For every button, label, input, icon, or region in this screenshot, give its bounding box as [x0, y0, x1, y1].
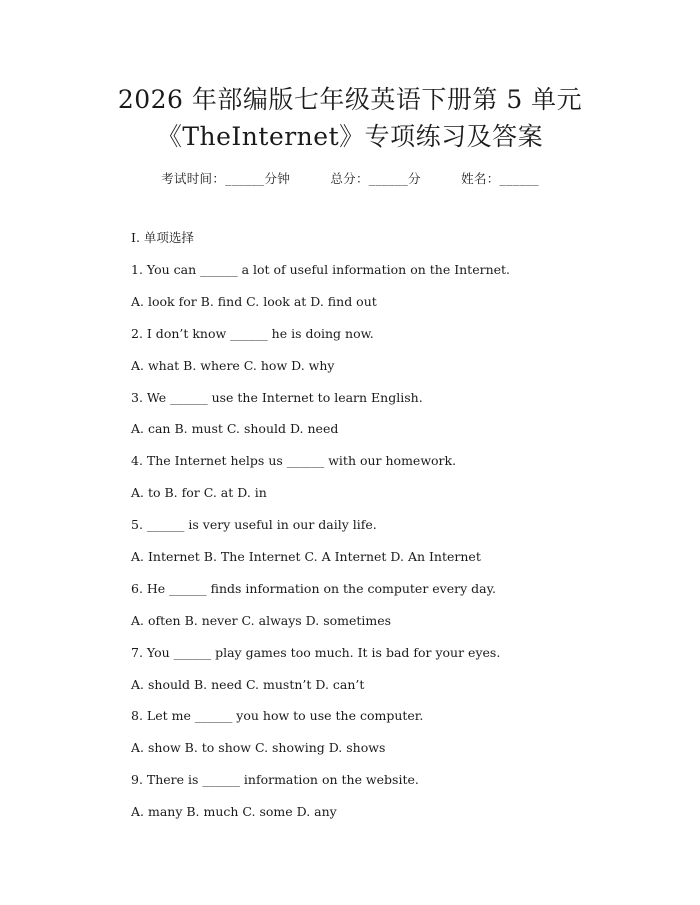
options-5: A. Internet B. The Internet C. A Internet D. An Internet [131, 549, 481, 565]
question-9: 9. There is ______ information on the website. [131, 772, 419, 788]
exam-score: 总分：______分 [330, 171, 421, 186]
question-1: 1. You can ______ a lot of useful information on the Internet. [131, 262, 511, 277]
question-list [131, 228, 651, 834]
question-4: 4. The Internet helps us ______ with our homework. [131, 453, 457, 469]
options-9: A. many B. much C. some D. any [131, 804, 337, 820]
options-2: A. what B. where C. how D. why [131, 357, 335, 373]
question-2: 2. I don’t know ______ he is doing now. [131, 325, 374, 341]
exam-time: 考试时间：______分钟 [161, 171, 291, 186]
exam-info [0, 169, 700, 187]
question-6: 6. He ______ finds information on the computer every day. [131, 580, 496, 596]
student-name: 姓名：______ [461, 171, 539, 186]
question-8: 8. Let me ______ you how to use the computer. [131, 708, 424, 724]
options-8: A. show B. to show C. showing D. shows [131, 740, 386, 756]
options-3: A. can B. must C. should D. need [131, 421, 339, 437]
question-5: 5. ______ is very useful in our daily life. [131, 517, 377, 533]
page-title [0, 81, 700, 155]
options-7: A. should B. need C. mustn’t D. can’t [131, 676, 365, 692]
options-6: A. often B. never C. always D. sometimes [131, 612, 392, 628]
section-heading: I. 单项选择 [131, 230, 194, 245]
title-line-2: 《TheInternet》专项练习及答案 [156, 122, 544, 151]
question-7: 7. You ______ play games too much. It is bad for your eyes. [131, 644, 501, 660]
title-line-1: 2026 年部编版七年级英语下册第 5 单元 [117, 85, 583, 114]
question-3: 3. We ______ use the Internet to learn English. [131, 389, 423, 405]
options-1: A. look for B. find C. look at D. find out [131, 293, 377, 309]
options-4: A. to B. for C. at D. in [131, 485, 267, 501]
